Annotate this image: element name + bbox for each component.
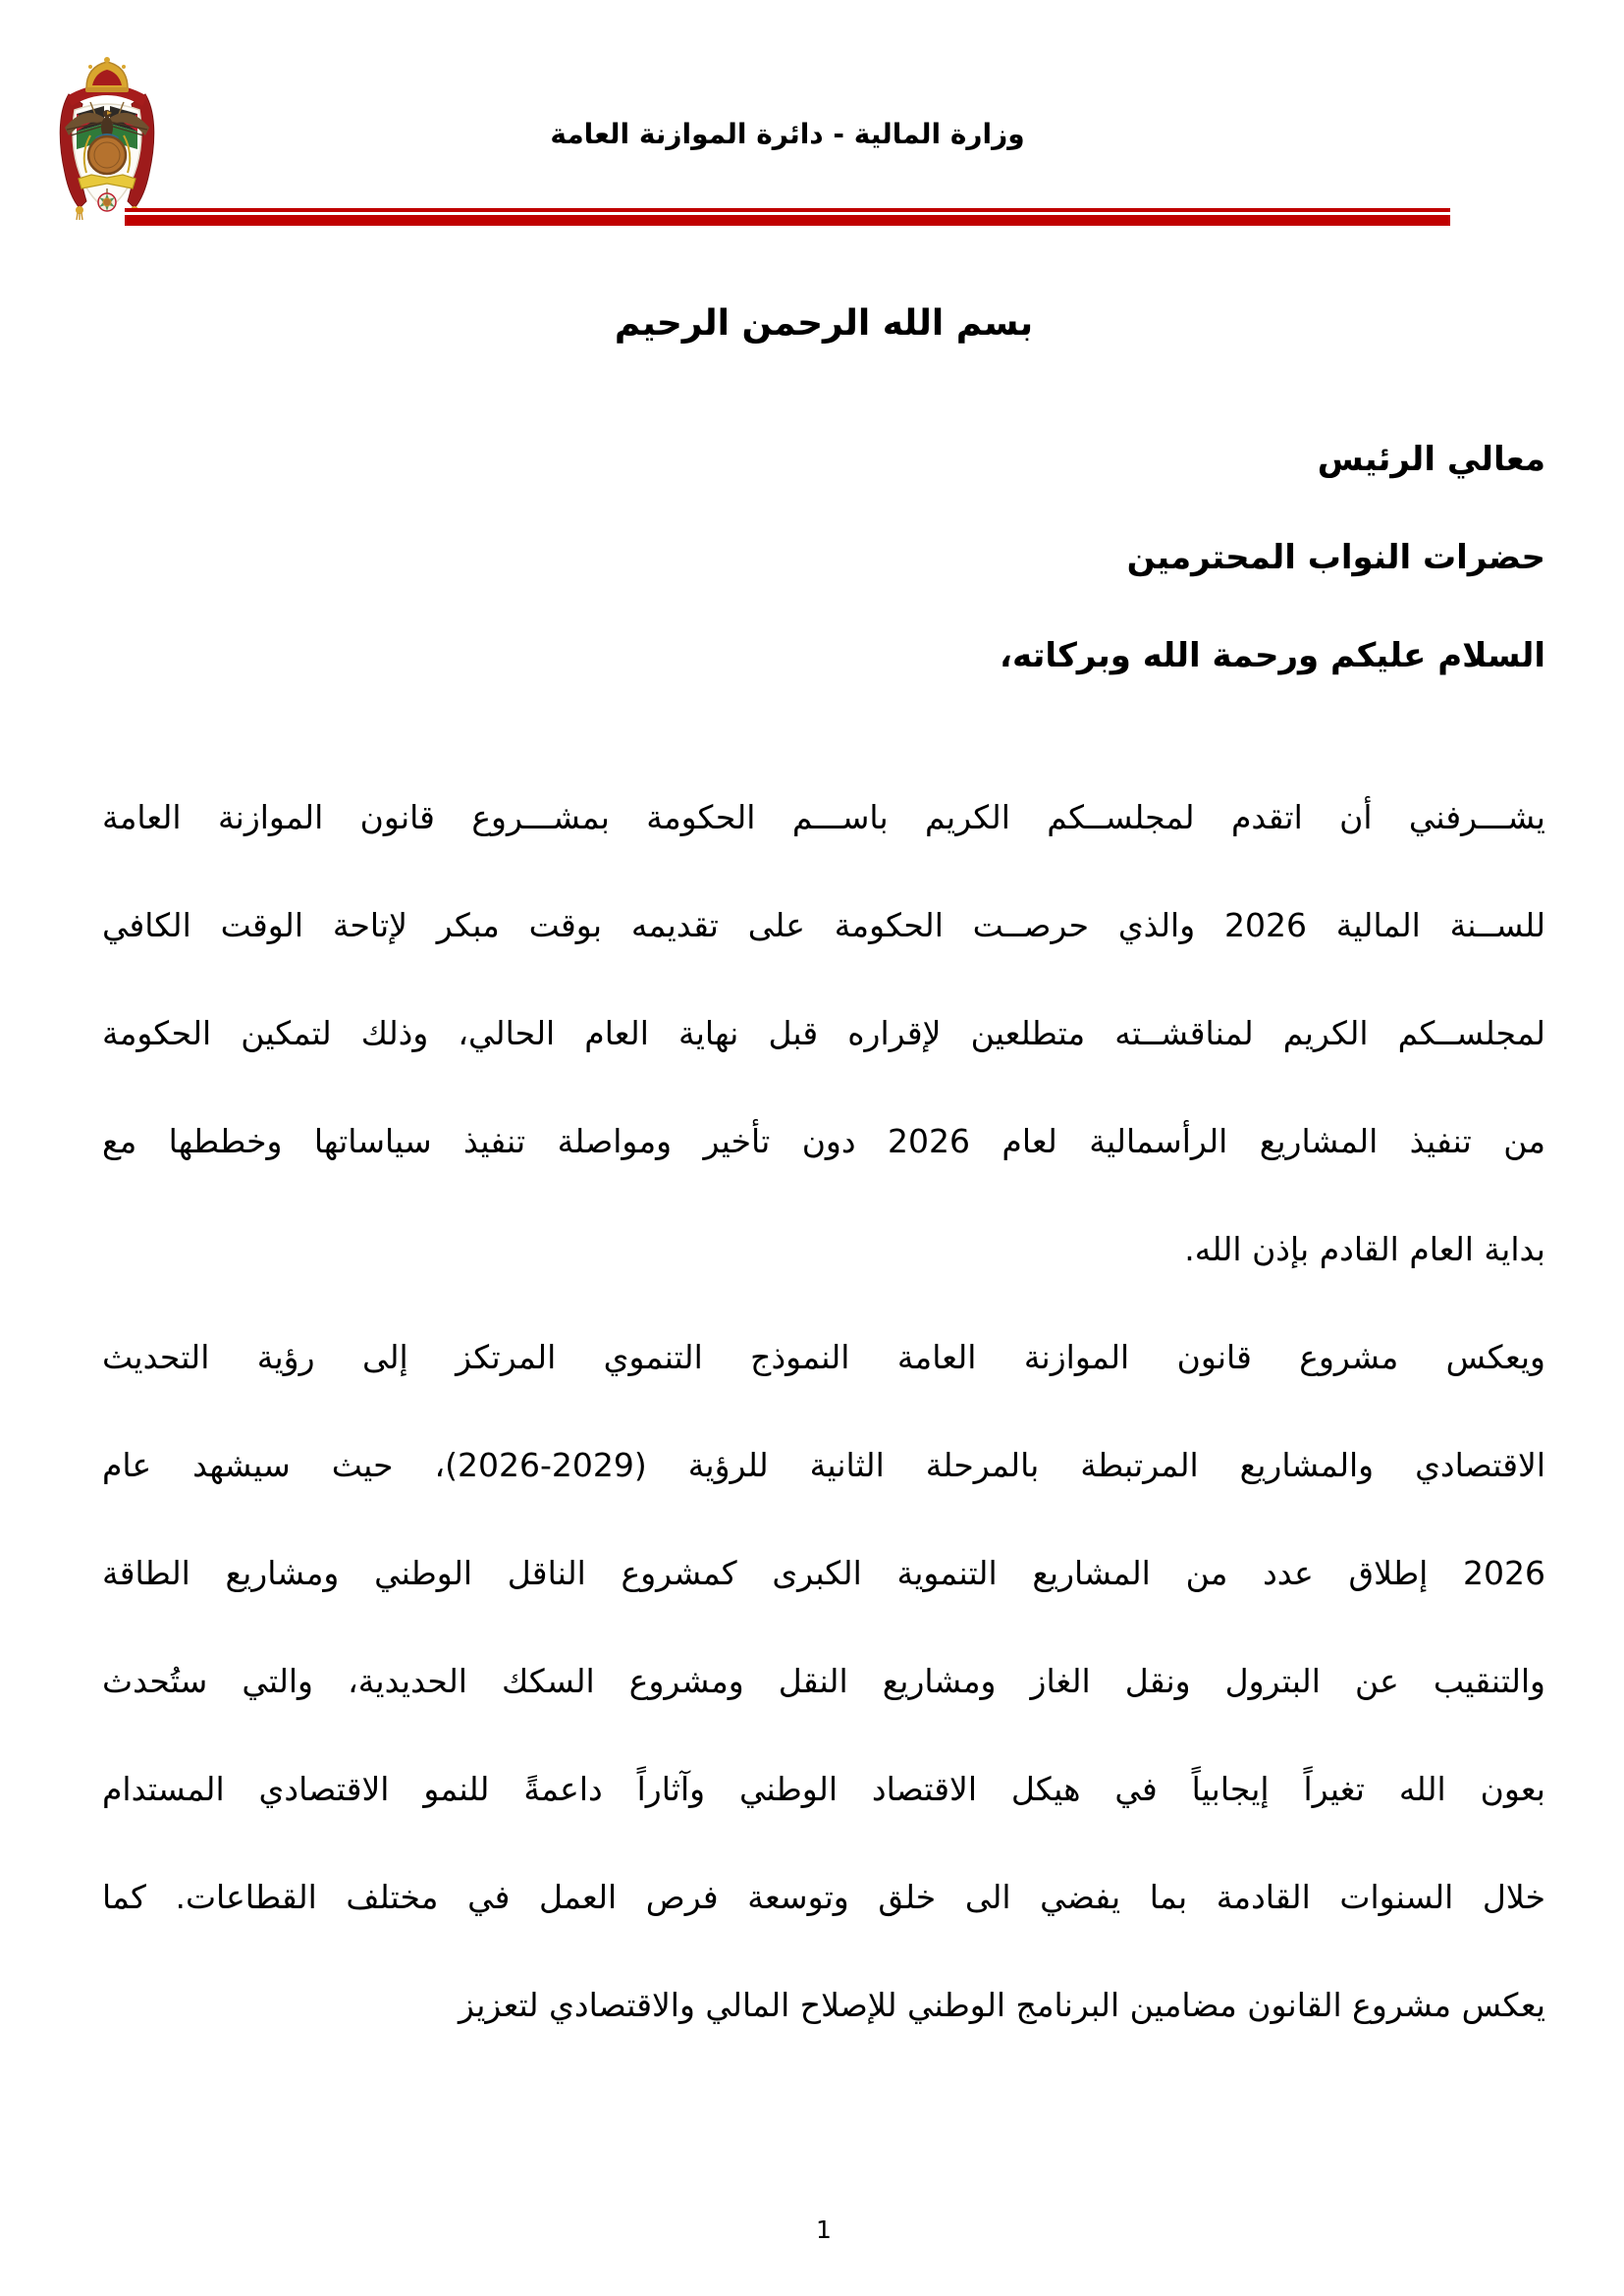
paragraph (102, 1304, 1545, 2059)
paragraph-line: بداية العام القادم بإذن الله. (1184, 1230, 1545, 1268)
paragraph-line: 2026 إطلاق عدد من المشاريع التنموية الكبرى كمشروع الناقل الوطني ومشاريع الطاقة (102, 1554, 1545, 1592)
header-title: وزارة المالية - دائرة الموازنة العامة (550, 118, 1025, 150)
page-number: 1 (816, 2216, 832, 2244)
letter-paragraphs (102, 764, 1545, 2059)
paragraph-line: خلال السنوات القادمة بما يفضي الى خلق وتوسعة فرص العمل في مختلف القطاعات. كما (102, 1878, 1545, 1916)
header-rule (125, 208, 1450, 226)
salutation-line: معالي الرئيس (1317, 440, 1545, 479)
paragraph-line: بعون الله تغيراً إيجابياً في هيكل الاقتصاد الوطني وآثاراً داعمةً للنمو الاقتصادي المستدام (102, 1770, 1545, 1808)
salutation-line: السلام عليكم ورحمة الله وبركاته، (1000, 636, 1545, 675)
paragraph-line: من تنفيذ المشاريع الرأسمالية لعام 2026 دون تأخير ومواصلة تنفيذ سياساتها وخططها مع (102, 1122, 1545, 1160)
paragraph (102, 764, 1545, 1304)
paragraph-line: لمجلســكم الكريم لمناقشــته متطلعين لإقراره قبل نهاية العام الحالي، وذلك لتمكين الحكومة (102, 1014, 1545, 1052)
salutation-block (102, 410, 1545, 705)
paragraph-line: يشـــرفني أن اتقدم لمجلســكم الكريم باســـم الحكومة بمشـــروع قانون الموازنة العامة (102, 798, 1545, 836)
letter-body (102, 294, 1545, 2059)
paragraph-line: ويعكس مشروع قانون الموازنة العامة النموذج التنموي المرتكز إلى رؤية التحديث (102, 1338, 1545, 1376)
basmala: بسم الله الرحمن الرحيم (614, 303, 1034, 344)
paragraph-line: يعكس مشروع القانون مضامين البرنامج الوطني للإصلاح المالي والاقتصادي لتعزيز (459, 1986, 1545, 2024)
paragraph-line: الاقتصادي والمشاريع المرتبطة بالمرحلة الثانية للرؤية (2029-2026)، حيث سيشهد عام (102, 1446, 1545, 1484)
salutation-line: حضرات النواب المحترمين (1126, 538, 1545, 577)
paragraph-line: للســنة المالية 2026 والذي حرصــت الحكومة على تقديمه بوقت مبكر لإتاحة الوقت الكافي (102, 906, 1545, 944)
paragraph-line: والتنقيب عن البترول ونقل الغاز ومشاريع النقل ومشروع السكك الحديدية، والتي ستُحدث (102, 1662, 1545, 1700)
